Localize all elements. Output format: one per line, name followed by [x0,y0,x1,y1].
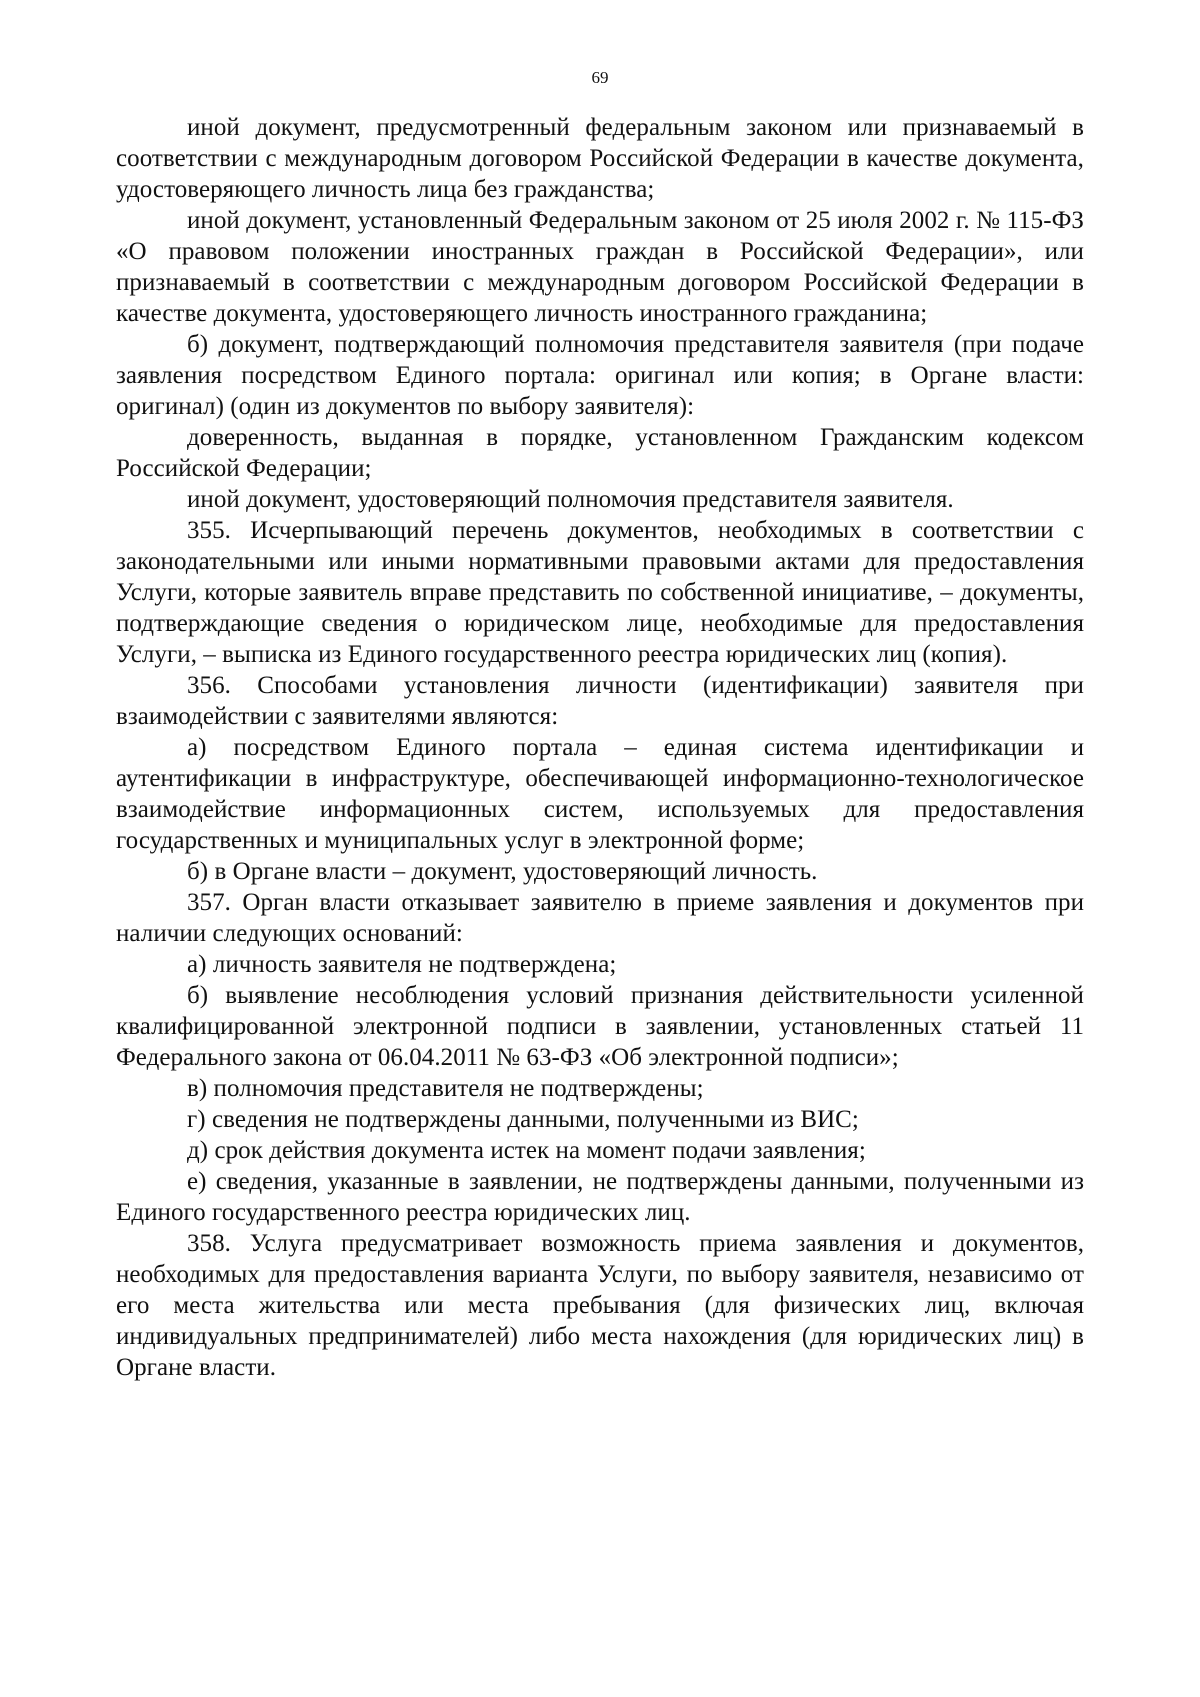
paragraph-foreign-citizen-document: иной документ, установленный Федеральным законом от 25 июля 2002 г. № 115-ФЗ «О правовом положении иностранных граждан в Российской Федерации», или признаваемый в соответствии с международным договором Российской Федерации в качестве документа, удостоверяющего личность иностранного гражданина; [116,207,1084,327]
paragraph-stateless-person-document: иной документ, предусмотренный федеральным законом или признаваемый в соответствии с международным договором Российской Федерации в качестве документа, удостоверяющего личность лица без гражданства; [116,114,1084,203]
paragraph-357-d: д) срок действия документа истек на момент подачи заявления; [187,1137,866,1164]
paragraph-power-of-attorney: доверенность, выданная в порядке, установленном Гражданским кодексом Российской Федерации; [116,424,1084,482]
paragraph-357-e: е) сведения, указанные в заявлении, не подтверждены данными, полученными из Единого государственного реестра юридических лиц. [116,1168,1084,1226]
paragraph-357-a: а) личность заявителя не подтверждена; [187,951,617,978]
page-number: 69 [591,68,609,87]
paragraph-357-b: б) выявление несоблюдения условий признания действительности усиленной квалифицированной электронной подписи в заявлении, установленных статьей 11 Федерального закона от 06.04.2011 № 63-ФЗ «Об электронной подписи»; [116,982,1084,1071]
paragraph-356: 356. Способами установления личности (идентификации) заявителя при взаимодействии с заявителями являются: [116,672,1084,730]
paragraph-356-a: а) посредством Единого портала – единая система идентификации и аутентификации в инфраструктуре, обеспечивающей информационно-технологическое взаимодействие информационных систем, используемых для предоставления государственных и муниципальных услуг в электронной форме; [116,734,1084,854]
paragraph-357-g: г) сведения не подтверждены данными, полученными из ВИС; [187,1106,859,1133]
document-body [116,112,1084,1383]
paragraph-other-authority-document: иной документ, удостоверяющий полномочия представителя заявителя. [187,486,954,513]
paragraph-357-v: в) полномочия представителя не подтверждены; [187,1075,704,1102]
paragraph-355: 355. Исчерпывающий перечень документов, необходимых в соответствии с законодательными или иными нормативными правовыми актами для предоставления Услуги, которые заявитель вправе представить по собственной инициативе, – документы, подтверждающие сведения о юридическом лице, необходимые для предоставления Услуги, – выписка из Единого государственного реестра юридических лиц (копия). [116,517,1084,668]
paragraph-357: 357. Орган власти отказывает заявителю в приеме заявления и документов при наличии следующих оснований: [116,889,1084,947]
paragraph-358: 358. Услуга предусматривает возможность приема заявления и документов, необходимых для предоставления варианта Услуги, по выбору заявителя, независимо от его места жительства или места пребывания (для физических лиц, включая индивидуальных предпринимателей) либо места нахождения (для юридических лиц) в Органе власти. [116,1230,1084,1381]
paragraph-representative-authority-document: б) документ, подтверждающий полномочия представителя заявителя (при подаче заявления посредством Единого портала: оригинал или копия; в Органе власти: оригинал) (один из документов по выбору заявителя): [116,331,1084,420]
paragraph-356-b: б) в Органе власти – документ, удостоверяющий личность. [187,858,818,885]
